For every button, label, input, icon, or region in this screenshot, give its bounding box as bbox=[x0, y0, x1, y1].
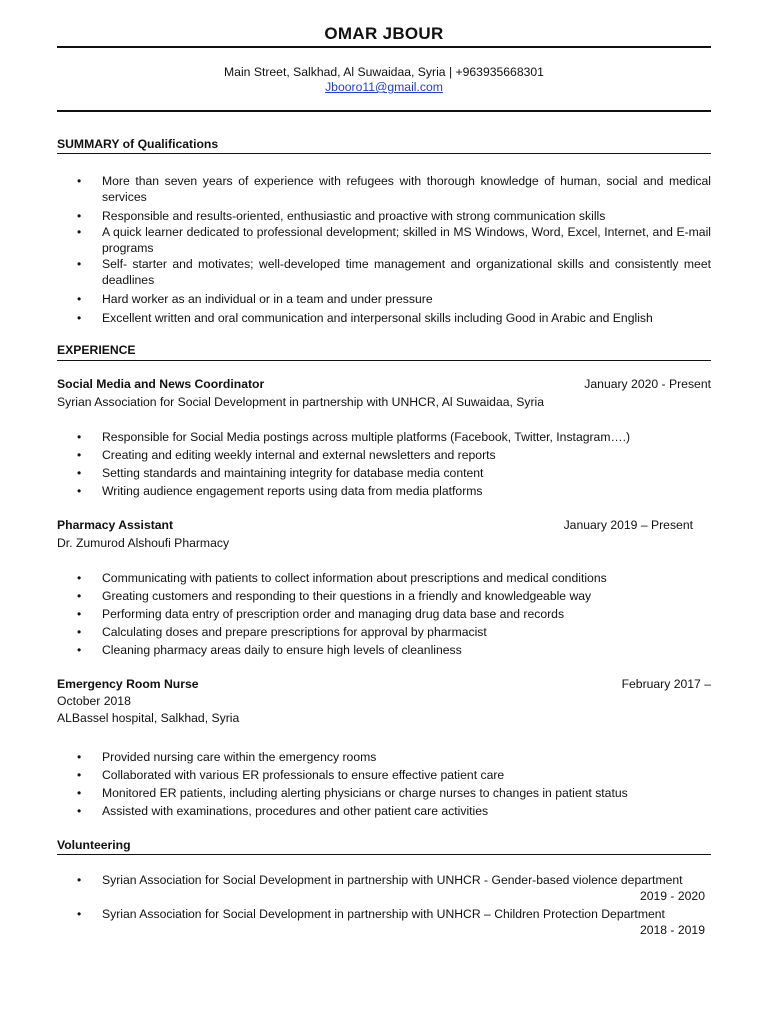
summary-heading: SUMMARY of Qualifications bbox=[57, 137, 219, 151]
list-item: • Performing data entry of prescription order and managing drug data base and records bbox=[57, 606, 711, 622]
list-item: • Creating and editing weekly internal and external newsletters and reports bbox=[57, 447, 711, 463]
volunteer-date: 2019 - 2020 bbox=[639, 889, 705, 903]
experience-rule bbox=[57, 360, 711, 361]
job-organization: ALBassel hospital, Salkhad, Syria bbox=[57, 711, 240, 725]
list-item bbox=[57, 872, 711, 904]
volunteer-role: Syrian Association for Social Development in partnership with UNHCR – Children Protection Department bbox=[102, 907, 665, 921]
volunteering-heading: Volunteering bbox=[57, 838, 131, 852]
summary-rule bbox=[57, 153, 711, 154]
header-rule-bottom bbox=[57, 110, 711, 112]
job-date: February 2017 – bbox=[621, 677, 711, 691]
list-item: • Excellent written and oral communication and interpersonal skills including Good in Arabic and English bbox=[57, 310, 711, 326]
list-item: • Writing audience engagement reports using data from media platforms bbox=[57, 483, 711, 499]
volunteering-list bbox=[57, 872, 711, 938]
list-item: • Calculating doses and prepare prescriptions for approval by pharmacist bbox=[57, 624, 711, 640]
address-line: Main Street, Salkhad, Al Suwaidaa, Syria | +963935668301 bbox=[224, 65, 544, 79]
list-item bbox=[57, 906, 711, 938]
header-rule-top bbox=[57, 46, 711, 48]
volunteering-rule bbox=[57, 854, 711, 855]
volunteer-role: Syrian Association for Social Development in partnership with UNHCR - Gender-based violence department bbox=[102, 873, 683, 887]
list-item: • Setting standards and maintaining integrity for database media content bbox=[57, 465, 711, 481]
summary-list bbox=[57, 173, 711, 326]
job-title: Social Media and News Coordinator bbox=[57, 377, 265, 391]
job-duties-list bbox=[57, 749, 711, 819]
list-item: • Collaborated with various ER professionals to ensure effective patient care bbox=[57, 767, 711, 783]
job-title: Emergency Room Nurse bbox=[57, 677, 199, 691]
list-item: • Responsible and results-oriented, enthusiastic and proactive with strong communication skills bbox=[57, 208, 711, 224]
job-duties-list bbox=[57, 429, 711, 499]
job-duties-list bbox=[57, 570, 711, 658]
volunteer-date: 2018 - 2019 bbox=[639, 923, 705, 937]
job-date: January 2020 - Present bbox=[584, 377, 711, 391]
list-item: • Greating customers and responding to their questions in a friendly and knowledgeable way bbox=[57, 588, 711, 604]
experience-heading: EXPERIENCE bbox=[57, 343, 136, 357]
list-item: • Provided nursing care within the emergency rooms bbox=[57, 749, 711, 765]
email-link[interactable]: Jbooro11@gmail.com bbox=[325, 80, 443, 94]
job-date: January 2019 – Present bbox=[563, 518, 693, 532]
list-item: • Responsible for Social Media postings across multiple platforms (Facebook, Twitter, Instagram….) bbox=[57, 429, 711, 445]
job-organization: Syrian Association for Social Development in partnership with UNHCR, Al Suwaidaa, Syria bbox=[57, 395, 545, 409]
list-item: • Communicating with patients to collect information about prescriptions and medical conditions bbox=[57, 570, 711, 586]
list-item: • Assisted with examinations, procedures and other patient care activities bbox=[57, 803, 711, 819]
list-item: • Hard worker as an individual or in a team and under pressure bbox=[57, 291, 711, 307]
list-item: • Self- starter and motivates; well-developed time management and organizational skills and consistently meet deadlines bbox=[57, 256, 711, 288]
list-item: • Monitored ER patients, including alerting physicians or charge nurses to changes in patient status bbox=[57, 785, 711, 801]
list-item: • Cleaning pharmacy areas daily to ensure high levels of cleanliness bbox=[57, 642, 711, 658]
job-date-continued: October 2018 bbox=[57, 694, 131, 708]
candidate-name: OMAR JBOUR bbox=[324, 24, 444, 43]
job-organization: Dr. Zumurod Alshoufi Pharmacy bbox=[57, 536, 230, 550]
list-item: • A quick learner dedicated to professional development; skilled in MS Windows, Word, Excel, Internet, and E-mail programs bbox=[57, 224, 711, 256]
job-title: Pharmacy Assistant bbox=[57, 518, 174, 532]
contact-block bbox=[57, 65, 711, 95]
list-item: • More than seven years of experience with refugees with thorough knowledge of human, social and medical services bbox=[57, 173, 711, 205]
